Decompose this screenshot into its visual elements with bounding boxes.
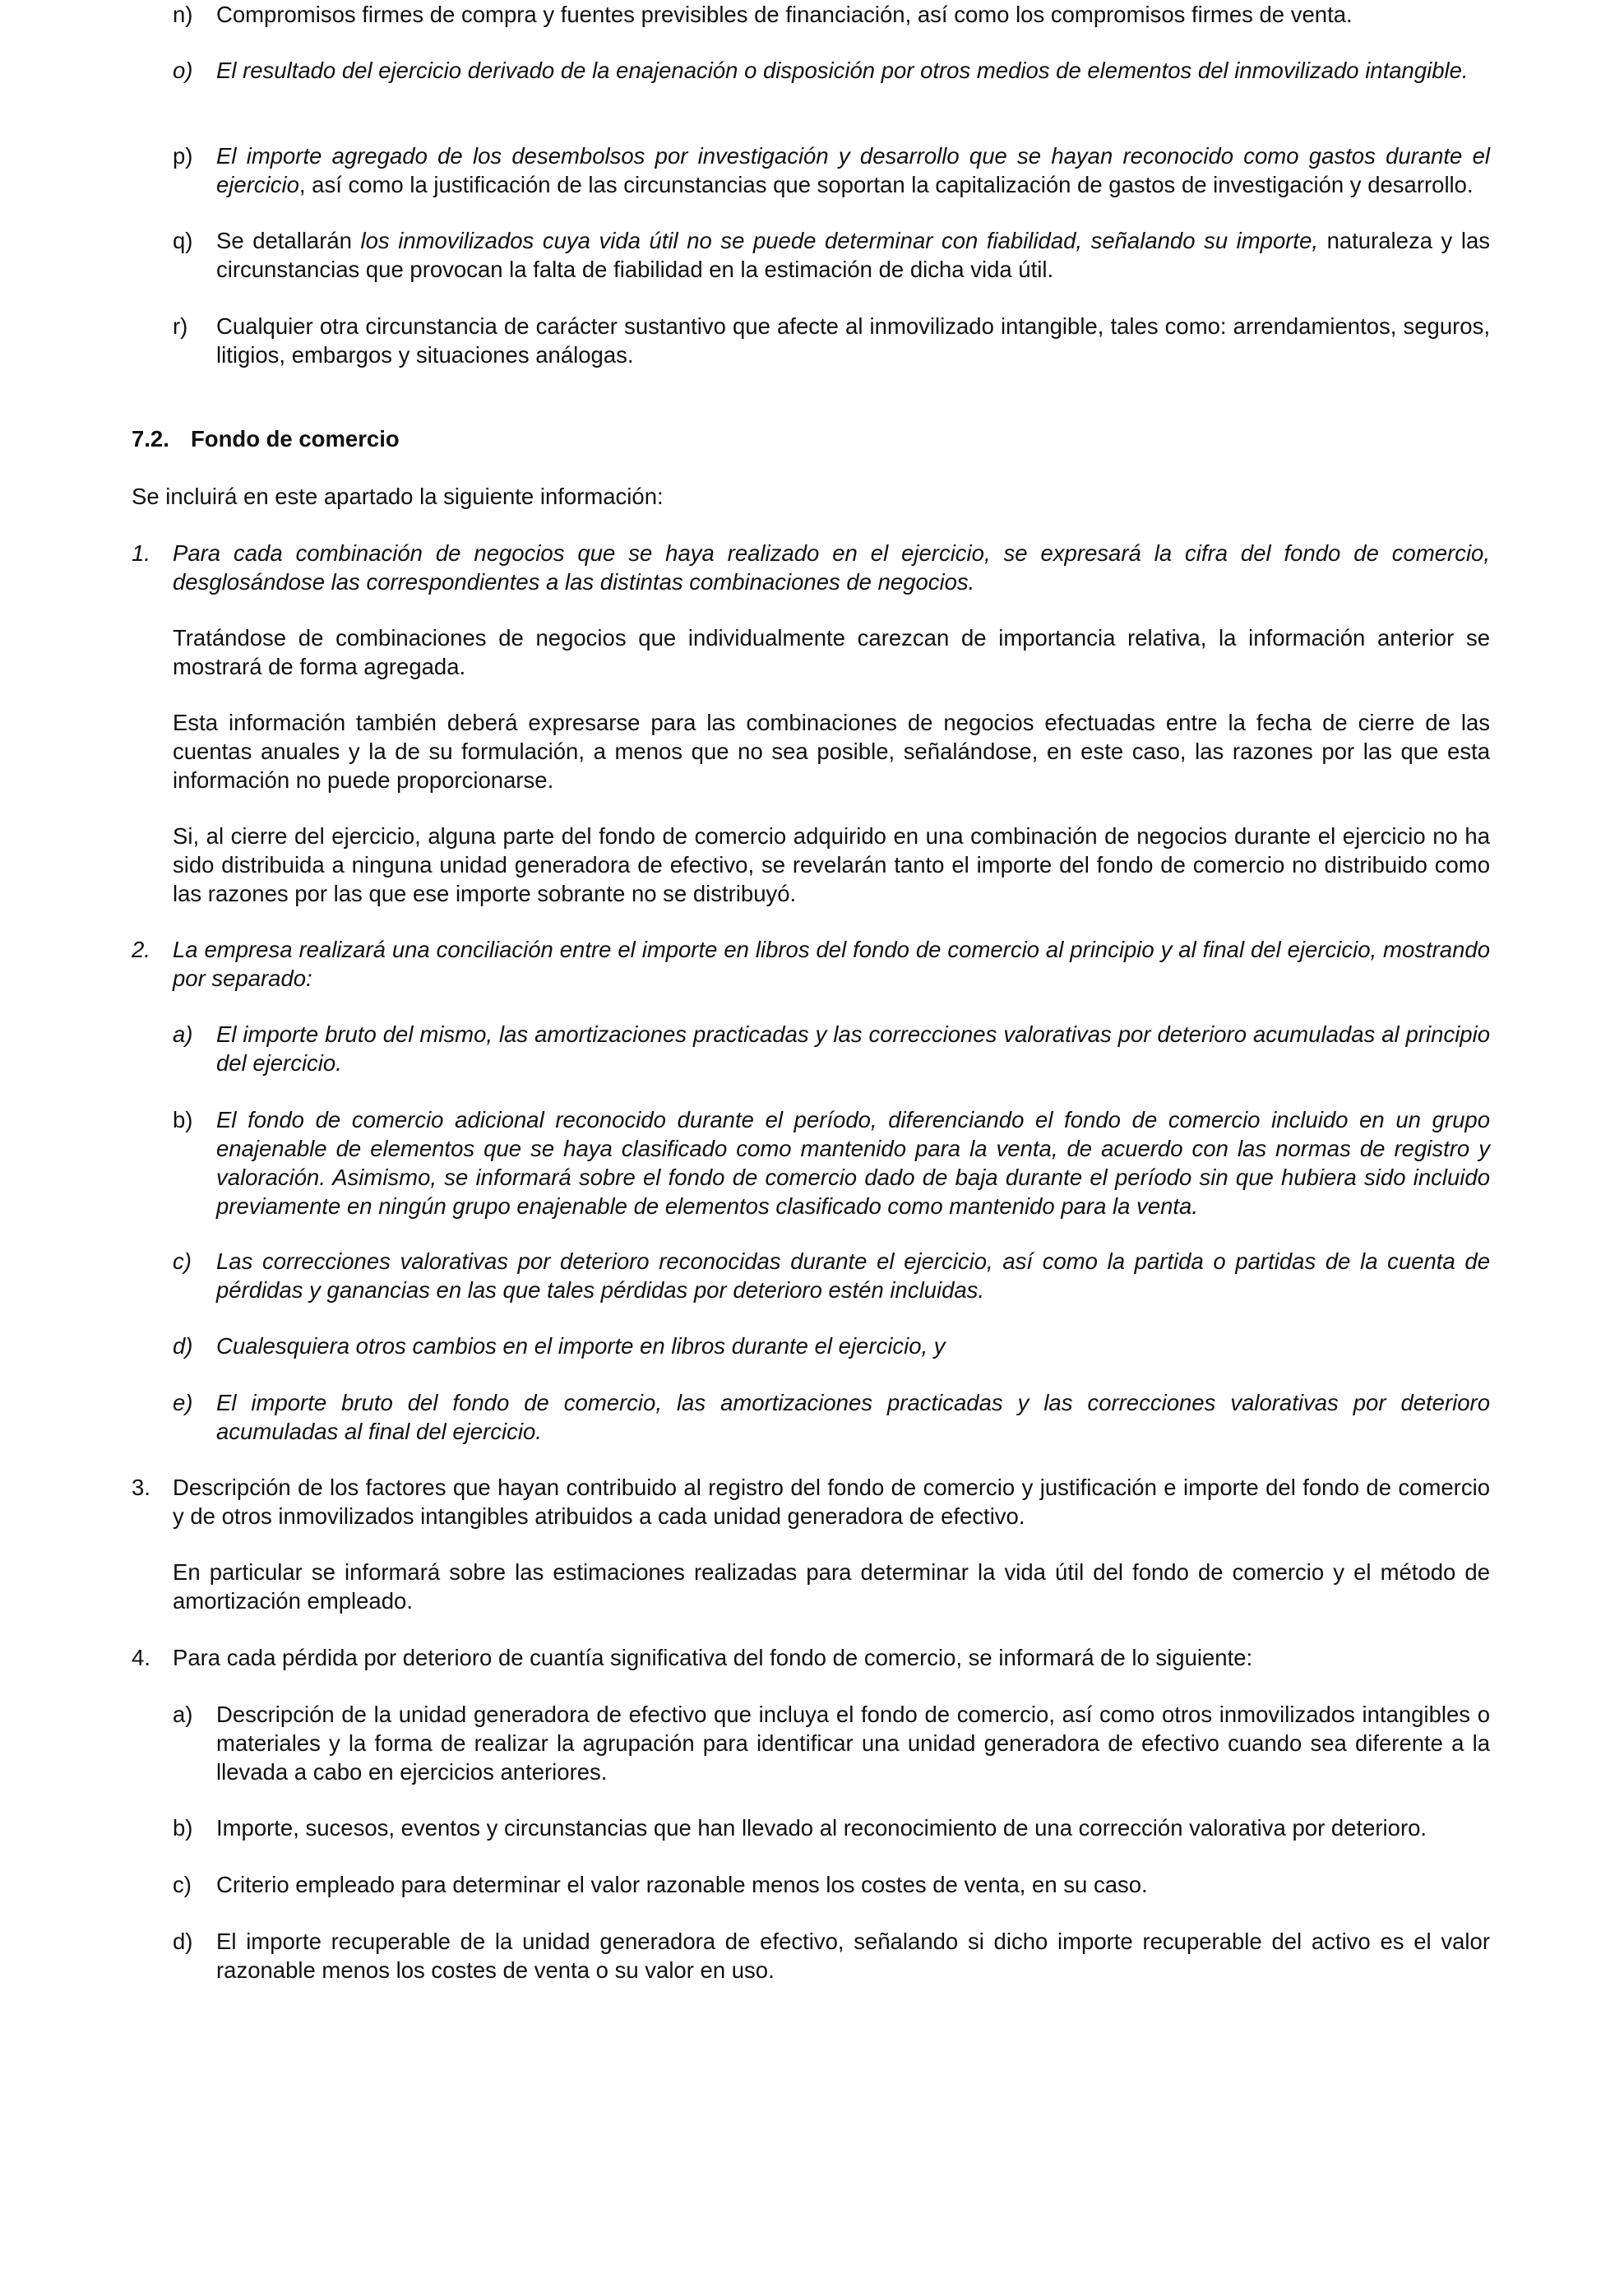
sub-item-label: c) bbox=[173, 1872, 192, 1897]
point-label: 1. bbox=[132, 540, 150, 566]
item-label: p) bbox=[173, 143, 193, 169]
sub-item-text: El importe bruto del fondo de comercio, las amortizaciones practicadas y las correcciones valorativas por deterioro acumuladas al final del ejercicio. bbox=[216, 1390, 1490, 1444]
sub-item-label: a) bbox=[173, 1702, 193, 1727]
sub-item-text: El importe bruto del mismo, las amortizaciones practicadas y las correcciones valorativas por deterioro acumuladas al principio del ejercicio. bbox=[216, 1021, 1490, 1076]
sub-item-text: Cualesquiera otros cambios en el importe en libros durante el ejercicio, y bbox=[216, 1333, 946, 1359]
point-text: Para cada combinación de negocios que se haya realizado en el ejercicio, se expresará la cifra del fondo de comercio, desglosándose las correspondientes a las distintas combinaciones de negocios. bbox=[173, 540, 1490, 595]
item-text-segment: Cualquier otra circunstancia de carácter sustantivo que afecte al inmovilizado intangible, tales como: arrendamientos, seguros, litigios, embargos y situaciones análogas. bbox=[216, 313, 1490, 368]
sub-item-label: c) bbox=[173, 1248, 192, 1274]
point-paragraph: Si, al cierre del ejercicio, alguna parte del fondo de comercio adquirido en una combinación de negocios durante el ejercicio no ha sido distribuida a ninguna unidad generadora de efectivo, se revelarán tanto el importe del fondo de comercio no distribuido como las razones por las que ese importe sobrante no se distribuyó. bbox=[173, 823, 1490, 906]
item-text-segment: naturaleza y las circunstancias que provocan la falta de fiabilidad en la estimación de dicha vida útil. bbox=[216, 228, 1491, 282]
point-paragraph: Tratándose de combinaciones de negocios que individualmente carezcan de importancia relativa, la información anterior se mostrará de forma agregada. bbox=[173, 625, 1490, 679]
sub-item-label: d) bbox=[173, 1333, 193, 1359]
point-paragraph: En particular se informará sobre las estimaciones realizadas para determinar la vida útil del fondo de comercio y el método de amortización empleado. bbox=[173, 1559, 1490, 1614]
sub-item-text: Importe, sucesos, eventos y circunstancias que han llevado al reconocimiento de una corrección valorativa por deterioro. bbox=[216, 1815, 1427, 1841]
sub-item-text: Criterio empleado para determinar el valor razonable menos los costes de venta, en su caso. bbox=[216, 1872, 1148, 1897]
item-text bbox=[216, 0, 1490, 29]
sub-item-text: Descripción de la unidad generadora de efectivo que incluya el fondo de comercio, así como otros inmovilizados intangibles o materiales y la forma de realizar la agrupación para identificar una unidad generadora de efectivo cuando sea diferente a la llevada a cabo en ejercicios anteriores. bbox=[216, 1702, 1490, 1785]
sub-item-label: d) bbox=[173, 1929, 193, 1954]
item-label: n) bbox=[173, 2, 193, 27]
item-text-segment: El importe agregado de los desembolsos por investigación y desarrollo que se hayan reconocido como gastos durante el ejercicio bbox=[216, 143, 1490, 197]
item-text bbox=[216, 226, 1490, 284]
item-label: r) bbox=[173, 313, 188, 339]
item-text bbox=[216, 141, 1490, 199]
item-text-segment: los inmovilizados cuya vida útil no se puede determinar con fiabilidad, señalando su importe, bbox=[360, 228, 1319, 253]
point-text: Descripción de los factores que hayan contribuido al registro del fondo de comercio y justificación e importe del fondo de comercio y de otros inmovilizados intangibles atribuidos a cada unidad generadora de efectivo. bbox=[173, 1475, 1490, 1529]
point-text: Para cada pérdida por deterioro de cuantía significativa del fondo de comercio, se informará de lo siguiente: bbox=[173, 1645, 1253, 1670]
item-label: q) bbox=[173, 228, 193, 253]
point-text: La empresa realizará una conciliación entre el importe en libros del fondo de comercio al principio y al final del ejercicio, mostrando por separado: bbox=[173, 937, 1490, 991]
item-text bbox=[216, 312, 1490, 369]
point-label: 4. bbox=[132, 1645, 150, 1670]
sub-item-text: El importe recuperable de la unidad generadora de efectivo, señalando si dicho importe recuperable del activo es el valor razonable menos los costes de venta o su valor en uso. bbox=[216, 1929, 1490, 1983]
item-text-segment: , así como la justificación de las circunstancias que soportan la capitalización de gastos de investigación y desarrollo. bbox=[298, 172, 1474, 197]
item-label: o) bbox=[173, 58, 193, 83]
sub-item-label: b) bbox=[173, 1815, 193, 1841]
point-paragraph: Esta información también deberá expresarse para las combinaciones de negocios efectuadas entre la fecha de cierre de las cuentas anuales y la de su formulación, a menos que no sea posible, señalándose, en este caso, las razones por las que esta información no puede proporcionarse. bbox=[173, 710, 1490, 793]
sub-item-label: b) bbox=[173, 1107, 193, 1132]
sub-item-label: e) bbox=[173, 1390, 193, 1415]
sub-item-label: a) bbox=[173, 1021, 193, 1047]
item-text-segment: Se detallarán bbox=[216, 228, 361, 253]
section-title: Fondo de comercio bbox=[191, 426, 400, 452]
point-label: 3. bbox=[132, 1475, 150, 1500]
item-text bbox=[216, 56, 1490, 85]
item-text-segment: El resultado del ejercicio derivado de la enajenación o disposición por otros medios de elementos del inmovilizado intangible. bbox=[216, 58, 1469, 83]
point-label: 2. bbox=[132, 937, 150, 962]
section-intro: Se incluirá en este apartado la siguiente información: bbox=[132, 484, 664, 509]
item-text-segment: Compromisos firmes de compra y fuentes previsibles de financiación, así como los compromisos firmes de venta. bbox=[216, 2, 1353, 27]
sub-item-text: Las correcciones valorativas por deterioro reconocidas durante el ejercicio, así como la partida o partidas de la cuenta de pérdidas y ganancias en las que tales pérdidas por deterioro estén incluidas. bbox=[216, 1248, 1490, 1303]
sub-item-text: El fondo de comercio adicional reconocido durante el período, diferenciando el fondo de comercio incluido en un grupo enajenable de elementos que se haya clasificado como mantenido para la venta, de acuerdo con las normas de registro y valoración. Asimismo, se informará sobre el fondo de comercio dado de baja durante el período sin que hubiera sido incluido previamente en ningún grupo enajenable de elementos clasificado como mantenido para la venta. bbox=[216, 1107, 1490, 1219]
section-number: 7.2. bbox=[132, 426, 169, 452]
